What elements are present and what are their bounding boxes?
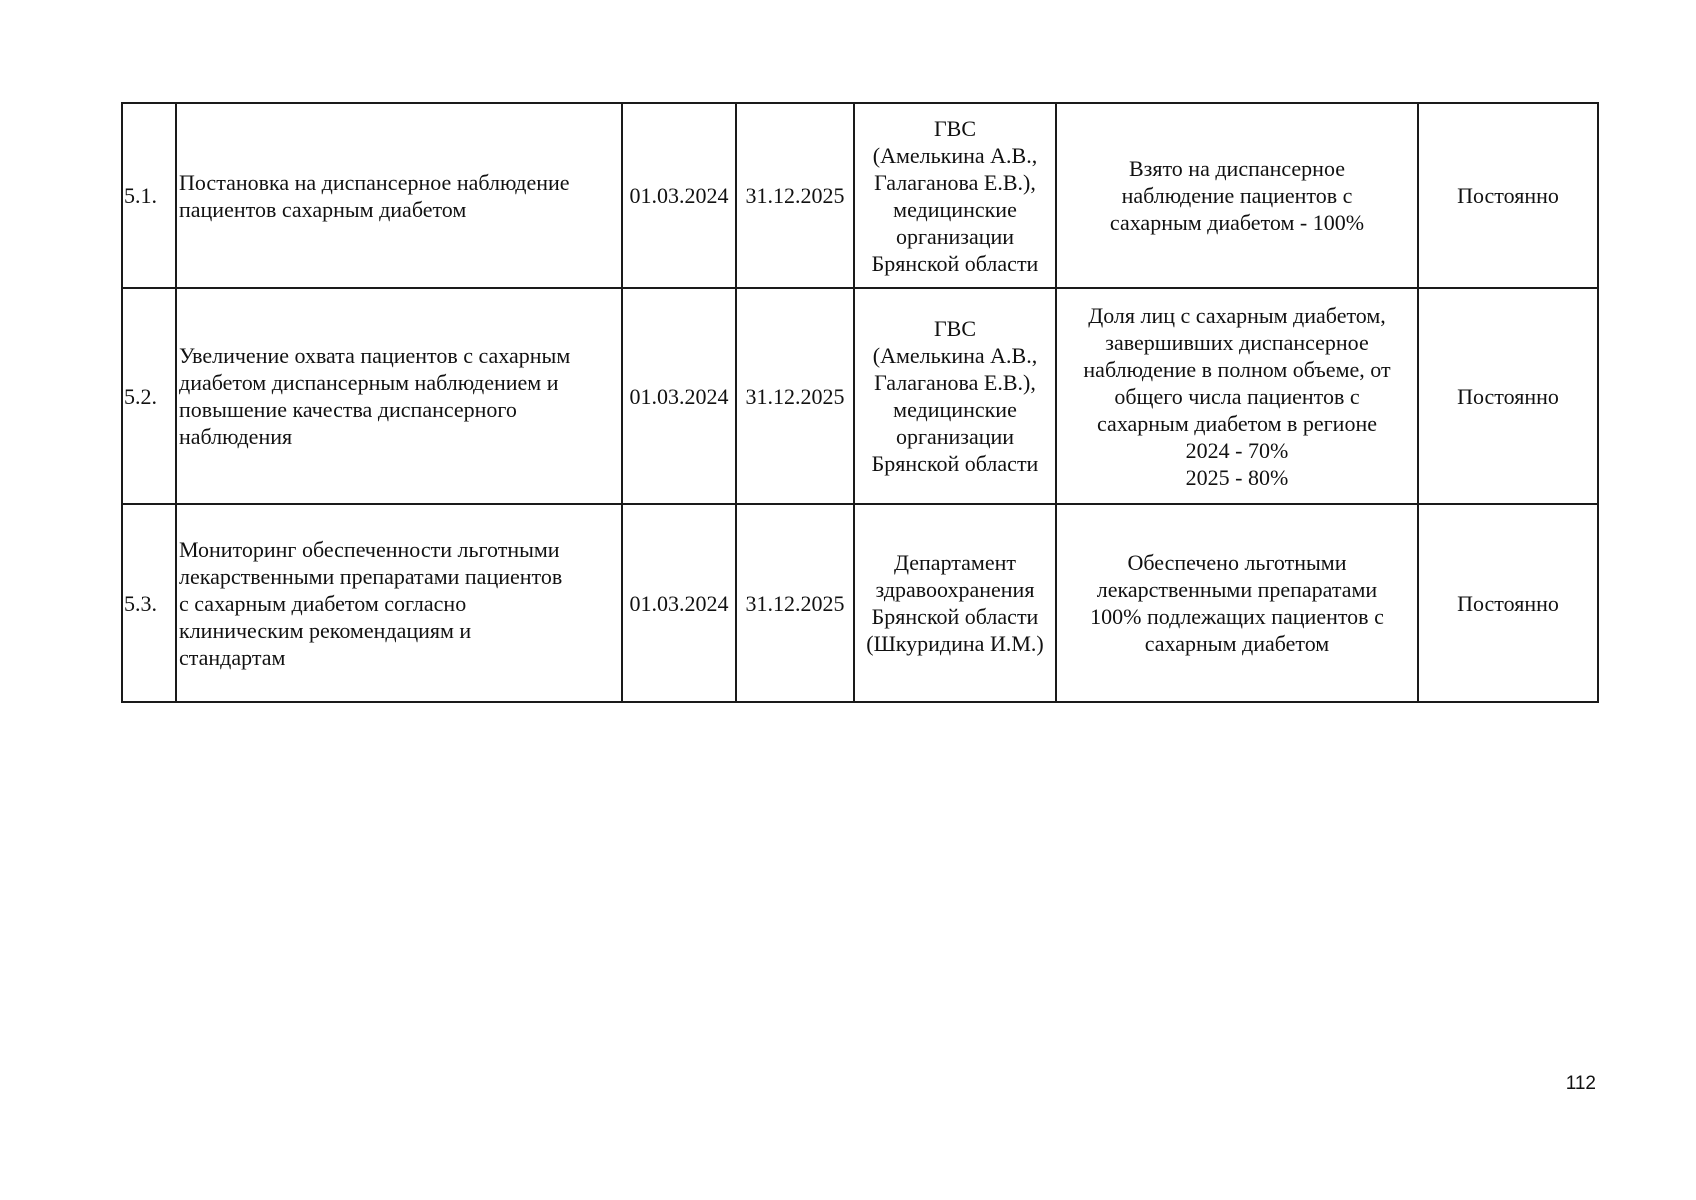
activity-name: Мониторинг обеспеченности льготными лекарственными препаратами пациентов с сахарным диабетом согласно клиническим рекомендациям и стандартам [176,504,622,702]
start-date: 01.03.2024 [622,288,736,504]
table-row [122,504,1598,702]
period: Постоянно [1418,288,1598,504]
activity-name: Увеличение охвата пациентов с сахарным диабетом диспансерным наблюдением и повышение качества диспансерного наблюдения [176,288,622,504]
end-date: 31.12.2025 [736,288,854,504]
responsible: ГВС (Амелькина А.В., Галаганова Е.В.), медицинские организации Брянской области [854,288,1056,504]
expected-result: Обеспечено льготными лекарственными препаратами 100% подлежащих пациентов с сахарным диабетом [1056,504,1418,702]
period: Постоянно [1418,504,1598,702]
start-date: 01.03.2024 [622,103,736,288]
period: Постоянно [1418,103,1598,288]
row-number: 5.3. [122,504,176,702]
expected-result: Взято на диспансерное наблюдение пациентов с сахарным диабетом - 100% [1056,103,1418,288]
table-row [122,288,1598,504]
row-number: 5.1. [122,103,176,288]
table-row [122,103,1598,288]
responsible: Департамент здравоохранения Брянской области (Шкуридина И.М.) [854,504,1056,702]
expected-result: Доля лиц с сахарным диабетом, завершивших диспансерное наблюдение в полном объеме, от общего числа пациентов с сахарным диабетом в регионе 2024 - 70% 2025 - 80% [1056,288,1418,504]
start-date: 01.03.2024 [622,504,736,702]
end-date: 31.12.2025 [736,103,854,288]
activity-table [121,102,1599,703]
row-number: 5.2. [122,288,176,504]
page-number: 112 [1565,1073,1596,1094]
responsible: ГВС (Амелькина А.В., Галаганова Е.В.), медицинские организации Брянской области [854,103,1056,288]
activity-name: Постановка на диспансерное наблюдение пациентов сахарным диабетом [176,103,622,288]
end-date: 31.12.2025 [736,504,854,702]
